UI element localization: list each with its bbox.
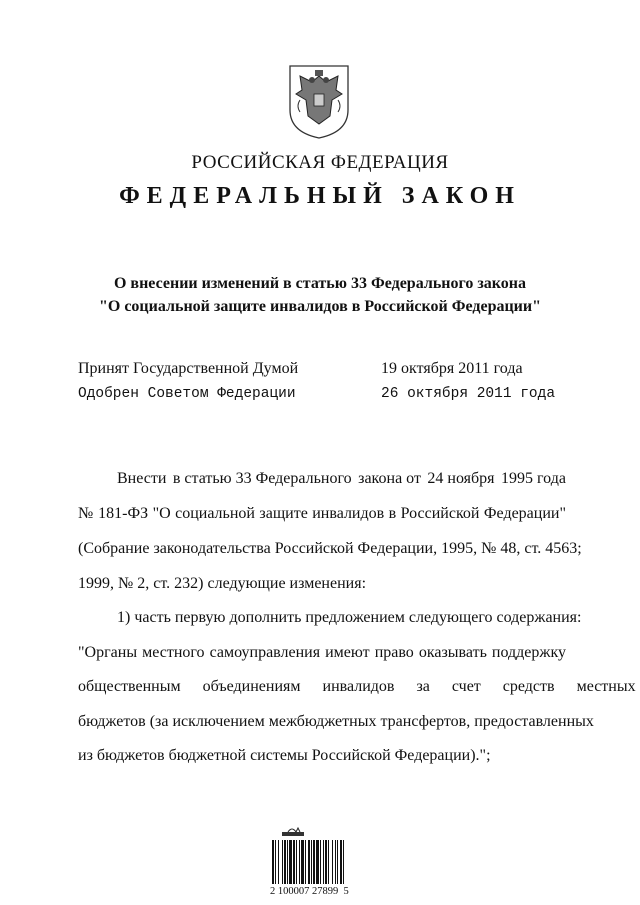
barcode-icon <box>268 826 376 886</box>
law-title-line-1: О внесении изменений в статью 33 Федерального закона <box>113 275 527 292</box>
adopted-date: 19 октября 2011 года <box>381 360 523 377</box>
text-fragment: закона от <box>358 470 421 487</box>
text-fragment: в статью 33 Федерального <box>172 470 352 487</box>
country-name: РОССИЙСКАЯ ФЕДЕРАЦИЯ <box>191 152 449 173</box>
law-title-line-2: "О социальной защите инвалидов в Российской Федерации" <box>99 298 541 315</box>
text-fragment: 24 ноября <box>427 470 495 487</box>
paragraph-1-line-3: (Собрание законодательства Российской Федерации, 1995, № 48, ст. 4563; <box>78 540 582 557</box>
barcode <box>268 826 376 904</box>
paragraph-2-line-3: общественным объединениям инвалидов за счет средств местных <box>78 678 636 695</box>
paragraph-2-line-5: из бюджетов бюджетной системы Российской Федерации)."; <box>78 747 491 764</box>
adopted-label: Принят Государственной Думой <box>78 360 299 377</box>
paragraph-1-line-4: 1999, № 2, ст. 232) следующие изменения: <box>78 575 367 592</box>
paragraph-1-line-2: № 181-ФЗ "О социальной защите инвалидов в Российской Федерации" <box>78 505 566 522</box>
approved-date: 26 октября 2011 года <box>381 386 556 402</box>
paragraph-2-line-4: бюджетов (за исключением межбюджетных трансфертов, предоставленных <box>78 713 594 730</box>
document-type: ФЕДЕРАЛЬНЫЙ ЗАКОН <box>119 183 521 209</box>
text-fragment: Внести <box>117 470 167 487</box>
paragraph-2-line-1: 1) часть первую дополнить предложением следующего содержания: <box>117 609 582 626</box>
text-fragment: 1995 года <box>501 470 566 487</box>
approved-label: Одобрен Советом Федерации <box>78 386 296 402</box>
coat-of-arms-icon <box>286 60 352 140</box>
barcode-number: 2 100007 27899 5 <box>270 886 349 897</box>
paragraph-2-line-2: "Органы местного самоуправления имеют право оказывать поддержку <box>78 644 566 661</box>
paragraph-1-line-1 <box>117 470 566 488</box>
